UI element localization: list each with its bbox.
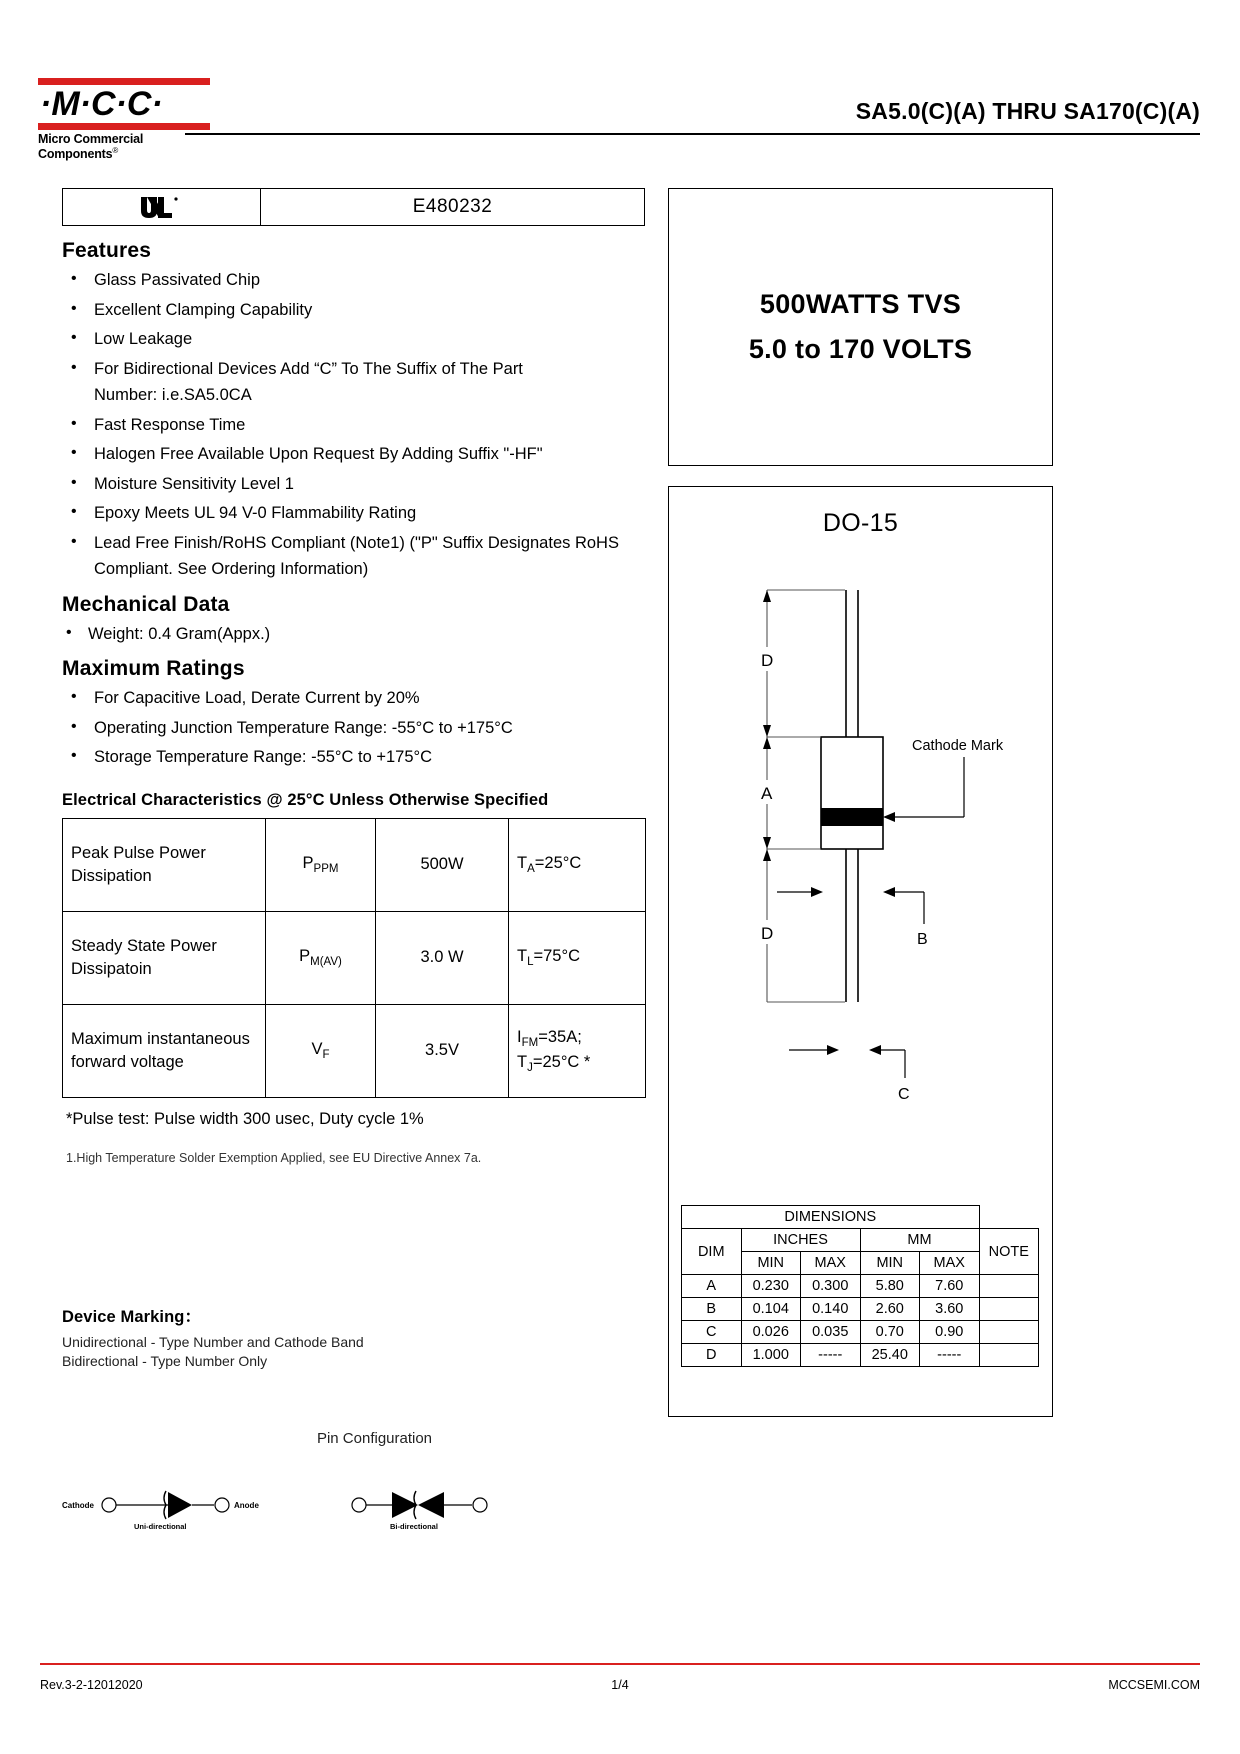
cond-sub: L xyxy=(527,956,534,968)
ul-certification-box xyxy=(62,188,645,226)
dim-letter: B xyxy=(682,1298,742,1321)
dim-in-min: 0.104 xyxy=(741,1298,801,1321)
pin-configuration-section xyxy=(62,1430,647,1552)
subheader-mm-max: MAX xyxy=(920,1252,980,1275)
parameter-name: Steady State Power Dissipatoin xyxy=(63,911,266,1004)
list-item: • Fast Response Time xyxy=(62,412,647,439)
table-row xyxy=(63,818,646,911)
list-item: • Halogen Free Available Upon Request By Adding Suffix "-HF" xyxy=(62,441,647,468)
parameter-symbol xyxy=(266,1004,376,1097)
dim-label-a: A xyxy=(761,784,773,803)
footer-page-number: 1/4 xyxy=(611,1678,629,1692)
cond-rest: =35A; xyxy=(538,1027,582,1046)
col-header-mm: MM xyxy=(860,1229,979,1252)
electrical-characteristics-heading: Electrical Characteristics @ 25°C Unless Otherwise Specified xyxy=(62,790,549,809)
logo-subtitle-text: Micro Commercial Components xyxy=(38,132,144,162)
list-item: • Moisture Sensitivity Level 1 xyxy=(62,471,647,498)
logo-top-bar xyxy=(38,78,210,85)
table-row xyxy=(682,1229,1039,1252)
dimensions-title: DIMENSIONS xyxy=(682,1206,980,1229)
dimensions-table xyxy=(681,1205,1039,1367)
parameter-value: 3.0 W xyxy=(376,911,509,1004)
parameter-name: Peak Pulse Power Dissipation xyxy=(63,818,266,911)
symbol-main: V xyxy=(311,1040,323,1058)
bi-directional-text: Bi-directional xyxy=(390,1522,438,1531)
dim-letter: C xyxy=(682,1321,742,1344)
parameter-condition xyxy=(509,911,646,1004)
ul-file-number: E480232 xyxy=(412,196,493,217)
parameter-value: 3.5V xyxy=(376,1004,509,1097)
page-title: SA5.0(C)(A) THRU SA170(C)(A) xyxy=(855,98,1200,124)
pin-configuration-diagram xyxy=(62,1467,582,1547)
parameter-value: 500W xyxy=(376,818,509,911)
table-row xyxy=(682,1206,1039,1229)
subheader-in-min: MIN xyxy=(741,1252,801,1275)
package-outline-box xyxy=(668,486,1053,1417)
tvs-power-label: 500WATTS TVS xyxy=(759,289,962,319)
cond2-main: T xyxy=(517,1052,528,1071)
parameter-condition xyxy=(509,1004,646,1097)
dim-label-c: C xyxy=(898,1086,910,1103)
logo-subtitle xyxy=(38,132,223,161)
logo-wordmark: ·M·C·C· xyxy=(40,85,163,123)
ul-recognized-icon xyxy=(139,194,185,220)
dim-label-d-top: D xyxy=(761,651,774,670)
col-header-dim: DIM xyxy=(682,1229,742,1275)
list-item: • For Bidirectional Devices Add “C” To The Suffix of The Part Number: i.e.SA5.0CA xyxy=(62,356,532,409)
dim-mm-min: 25.40 xyxy=(860,1344,920,1367)
cond2-sub: J xyxy=(527,1061,533,1074)
table-row xyxy=(682,1321,1039,1344)
dim-in-min: 0.026 xyxy=(741,1321,801,1344)
symbol-sub: M(AV) xyxy=(310,956,342,968)
symbol-sub: F xyxy=(322,1049,330,1061)
left-column xyxy=(62,188,647,1165)
cond-main: I xyxy=(517,1027,522,1046)
dim-note xyxy=(979,1275,1039,1298)
dim-note xyxy=(979,1321,1039,1344)
dim-in-max: ----- xyxy=(801,1344,861,1367)
maximum-ratings-list xyxy=(62,685,647,771)
footer-website: MCCSEMI.COM xyxy=(1108,1678,1200,1692)
footnote-1: 1.High Temperature Solder Exemption Applied, see EU Directive Annex 7a. xyxy=(66,1150,482,1165)
table-row xyxy=(682,1275,1039,1298)
col-header-inches: INCHES xyxy=(741,1229,860,1252)
mechanical-data-heading: Mechanical Data xyxy=(62,592,230,616)
dim-label-b: B xyxy=(917,931,928,948)
mcc-logo xyxy=(38,78,223,161)
parameter-condition xyxy=(509,818,646,911)
dim-in-min: 1.000 xyxy=(741,1344,801,1367)
list-item: • Glass Passivated Chip xyxy=(62,267,647,294)
table-row xyxy=(63,1004,646,1097)
mechanical-data-list xyxy=(62,621,647,648)
maximum-ratings-heading: Maximum Ratings xyxy=(62,657,245,680)
cond-rest: =75°C xyxy=(533,947,581,965)
dim-mm-min: 0.70 xyxy=(860,1321,920,1344)
dim-in-max: 0.140 xyxy=(801,1298,861,1321)
ul-mark-cell xyxy=(63,189,261,225)
list-item: • Operating Junction Temperature Range: -55°C to +175°C xyxy=(62,715,647,742)
right-column xyxy=(668,188,1053,466)
cathode-mark-label: Cathode Mark xyxy=(912,738,1004,754)
dim-label-d-bottom: D xyxy=(761,924,774,943)
device-marking-line: Unidirectional - Type Number and Cathode Band xyxy=(62,1334,364,1350)
cond-main: T xyxy=(517,854,528,872)
list-item: • Epoxy Meets UL 94 V-0 Flammability Rating xyxy=(62,500,647,527)
table-row xyxy=(63,911,646,1004)
tvs-summary-box xyxy=(668,188,1053,466)
footer-divider xyxy=(40,1663,1200,1665)
tvs-voltage-label: 5.0 to 170 VOLTS xyxy=(748,334,973,364)
dimensions-table-wrap xyxy=(681,1205,1039,1367)
table-row xyxy=(682,1298,1039,1321)
table-row xyxy=(682,1344,1039,1367)
subheader-mm-min: MIN xyxy=(860,1252,920,1275)
package-title: DO-15 xyxy=(822,509,899,537)
subheader-in-max: MAX xyxy=(801,1252,861,1275)
col-header-note: NOTE xyxy=(979,1229,1039,1275)
dim-mm-min: 5.80 xyxy=(860,1275,920,1298)
cond-sub: FM xyxy=(521,1036,539,1049)
page-header xyxy=(0,0,1240,162)
uni-directional-text: Uni-directional xyxy=(134,1522,187,1531)
dim-mm-max: 3.60 xyxy=(920,1298,980,1321)
logo-bottom-bar xyxy=(38,123,210,130)
cond-sub: A xyxy=(527,863,535,875)
pin-configuration-title: Pin Configuration xyxy=(316,1430,433,1447)
electrical-characteristics-table xyxy=(62,818,646,1098)
list-item: • Weight: 0.4 Gram(Appx.) xyxy=(62,621,647,648)
dim-in-min: 0.230 xyxy=(741,1275,801,1298)
list-item: • Storage Temperature Range: -55°C to +175°C xyxy=(62,744,647,771)
cond-rest: =25°C xyxy=(534,854,582,872)
dim-in-max: 0.300 xyxy=(801,1275,861,1298)
dim-mm-max: ----- xyxy=(920,1344,980,1367)
device-marking-heading: Device Marking： xyxy=(62,1308,202,1326)
symbol-main: P xyxy=(302,854,314,872)
list-item: • Excellent Clamping Capability xyxy=(62,297,647,324)
parameter-symbol xyxy=(266,818,376,911)
cond-main: T xyxy=(517,947,528,965)
dim-mm-max: 7.60 xyxy=(920,1275,980,1298)
list-item: • For Capacitive Load, Derate Current by 20% xyxy=(62,685,647,712)
registered-icon: ® xyxy=(112,146,119,155)
parameter-name: Maximum instantaneous forward voltage xyxy=(63,1004,266,1097)
parameter-symbol xyxy=(266,911,376,1004)
dim-note xyxy=(979,1344,1039,1367)
do15-package-drawing xyxy=(669,542,1052,1232)
features-heading: Features xyxy=(62,239,152,262)
list-item: • Low Leakage xyxy=(62,326,647,353)
dim-letter: D xyxy=(682,1344,742,1367)
symbol-main: P xyxy=(299,947,311,965)
dim-note xyxy=(979,1298,1039,1321)
device-marking-line: Bidirectional - Type Number Only xyxy=(62,1353,268,1369)
cathode-text: Cathode xyxy=(62,1501,94,1510)
pulse-test-note: *Pulse test: Pulse width 300 usec, Duty cycle 1% xyxy=(66,1109,424,1128)
anode-text: Anode xyxy=(234,1501,259,1510)
header-divider xyxy=(185,133,1200,135)
features-list xyxy=(62,267,647,583)
dim-mm-max: 0.90 xyxy=(920,1321,980,1344)
dim-mm-min: 2.60 xyxy=(860,1298,920,1321)
footer-revision: Rev.3-2-12012020 xyxy=(40,1678,143,1692)
page-footer xyxy=(0,1678,1240,1708)
list-item: • Lead Free Finish/RoHS Compliant (Note1) ("P" Suffix Designates RoHS Compliant. See Ordering Information) xyxy=(62,530,634,583)
dim-in-max: 0.035 xyxy=(801,1321,861,1344)
symbol-sub: PPM xyxy=(313,863,339,875)
cond2-rest: =25°C * xyxy=(532,1052,591,1071)
device-marking-section xyxy=(62,1303,647,1371)
dim-letter: A xyxy=(682,1275,742,1298)
